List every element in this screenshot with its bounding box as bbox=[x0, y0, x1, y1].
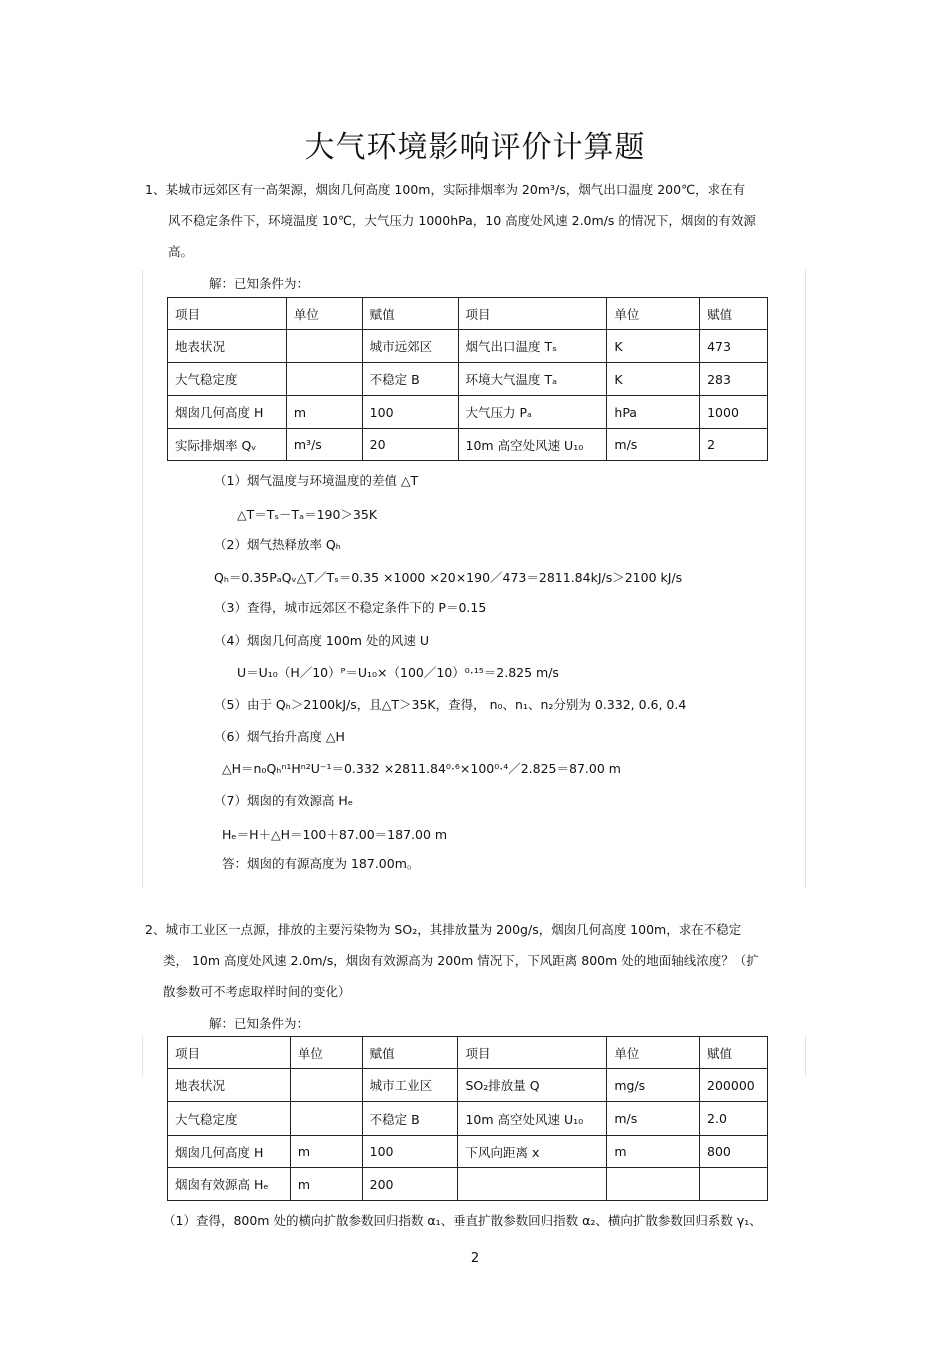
table-cell: 大气压力 Pₐ bbox=[458, 396, 607, 429]
table-cell: 城市远郊区 bbox=[362, 330, 458, 363]
table-row bbox=[168, 363, 768, 396]
table-cell: m bbox=[286, 396, 362, 429]
table-cell: 项目 bbox=[458, 298, 607, 330]
q1-step-2: （2）烟气热释放率 Qₕ bbox=[214, 537, 341, 552]
q2-step-1: （1）查得，800m 处的横向扩散参数回归指数 α₁、垂直扩散参数回归指数 α₂、横向扩散参数回归系数 γ₁、 bbox=[163, 1213, 762, 1228]
table-cell: 2 bbox=[700, 429, 768, 461]
table-row bbox=[168, 1069, 768, 1102]
table-cell: 赋值 bbox=[362, 1037, 458, 1069]
table-cell: 地表状况 bbox=[168, 330, 287, 363]
table-row bbox=[168, 330, 768, 363]
table-cell: K bbox=[607, 363, 700, 396]
table-cell: 20 bbox=[362, 429, 458, 461]
q1-formula-2: Qₕ＝0.35PₐQᵥ△T／Tₛ＝0.35 ×1000 ×20×190／473＝2811.84kJ/s＞2100 kJ/s bbox=[214, 570, 683, 585]
q1-step-4: （4）烟囱几何高度 100m 处的风速 U bbox=[214, 633, 430, 648]
table-cell: 大气稳定度 bbox=[168, 363, 287, 396]
table-cell: 200000 bbox=[700, 1069, 768, 1102]
table-cell: m/s bbox=[607, 429, 700, 461]
table-cell: 10m 高空处风速 U₁₀ bbox=[458, 1102, 607, 1136]
q2-line-1: 2、城市工业区一点源，排放的主要污染物为 SO₂，其排放量为 200g/s，烟囱几何高度 100m，求在不稳定 bbox=[145, 922, 742, 937]
table-cell: 项目 bbox=[168, 298, 287, 330]
q1-step-3: （3）查得，城市远郊区不稳定条件下的 P＝0.15 bbox=[214, 600, 487, 615]
table-cell: 单位 bbox=[290, 1037, 362, 1069]
table-cell: 赋值 bbox=[362, 298, 458, 330]
table-cell: 地表状况 bbox=[168, 1069, 291, 1102]
table-cell: hPa bbox=[607, 396, 700, 429]
q1-formula-4: U＝U₁₀（H／10）ᴾ＝U₁₀×（100／10）⁰·¹⁵＝2.825 m/s bbox=[237, 665, 559, 680]
table-cell: 实际排烟率 Qᵥ bbox=[168, 429, 287, 461]
table-cell: 100 bbox=[362, 396, 458, 429]
table-cell: 下风向距离 x bbox=[458, 1136, 607, 1168]
q1-answer: 答：烟囱的有源高度为 187.00m。 bbox=[222, 856, 420, 871]
table-cell: 项目 bbox=[168, 1037, 291, 1069]
q2-line-2: 类， 10m 高度处风速 2.0m/s，烟囱有效源高为 200m 情况下，下风距离 800m 处的地面轴线浓度？（扩 bbox=[163, 953, 759, 968]
page-number: 2 bbox=[470, 1251, 480, 1266]
table-cell: m bbox=[290, 1136, 362, 1168]
q1-formula-1: △T＝Tₛ－Tₐ＝190＞35K bbox=[237, 507, 378, 522]
table-cell: 不稳定 B bbox=[362, 1102, 458, 1136]
table-cell: 赋值 bbox=[700, 298, 768, 330]
table-cell: m bbox=[607, 1136, 700, 1168]
table-cell: 大气稳定度 bbox=[168, 1102, 291, 1136]
table-cell: m/s bbox=[607, 1102, 700, 1136]
table-cell: 1000 bbox=[700, 396, 768, 429]
table-cell: 200 bbox=[362, 1168, 458, 1201]
table-cell: 800 bbox=[700, 1136, 768, 1168]
table-cell: 283 bbox=[700, 363, 768, 396]
page-title: 大气环境影响评价计算题 bbox=[304, 130, 646, 165]
table-row bbox=[168, 429, 768, 461]
table-cell: 2.0 bbox=[700, 1102, 768, 1136]
q1-line-1: 1、某城市远郊区有一高架源，烟囱几何高度 100m，实际排烟率为 20m³/s，烟气出口温度 200℃，求在有 bbox=[145, 182, 746, 197]
table-cell: 单位 bbox=[607, 298, 700, 330]
q1-formula-6: △H＝n₀Qₕⁿ¹Hⁿ²U⁻¹＝0.332 ×2811.84⁰·⁶×100⁰·⁴／2.825＝87.00 m bbox=[222, 761, 621, 776]
q1-step-6: （6）烟气抬升高度 △H bbox=[214, 729, 345, 744]
table-cell: 烟囱几何高度 H bbox=[168, 1136, 291, 1168]
table-cell bbox=[290, 1069, 362, 1102]
table-cell bbox=[700, 1168, 768, 1201]
table-cell: 烟气出口温度 Tₛ bbox=[458, 330, 607, 363]
table-cell: mg/s bbox=[607, 1069, 700, 1102]
q2-conditions-table bbox=[167, 1036, 768, 1201]
table-cell: K bbox=[607, 330, 700, 363]
q1-line-3: 高。 bbox=[168, 244, 194, 259]
table-header-row bbox=[168, 1037, 768, 1069]
table-cell: 473 bbox=[700, 330, 768, 363]
table-cell: 烟囱有效源高 Hₑ bbox=[168, 1168, 291, 1201]
table-cell: 不稳定 B bbox=[362, 363, 458, 396]
table-row bbox=[168, 396, 768, 429]
table-cell bbox=[607, 1168, 700, 1201]
table-cell: m³/s bbox=[286, 429, 362, 461]
table-cell: 100 bbox=[362, 1136, 458, 1168]
q2-line-3: 散参数可不考虑取样时间的变化） bbox=[163, 984, 351, 999]
table-cell: 烟囱几何高度 H bbox=[168, 396, 287, 429]
q1-conditions-table bbox=[167, 297, 768, 461]
table-row bbox=[168, 1168, 768, 1201]
table-cell: 城市工业区 bbox=[362, 1069, 458, 1102]
table-cell bbox=[286, 363, 362, 396]
table-cell bbox=[458, 1168, 607, 1201]
table-cell bbox=[286, 330, 362, 363]
q1-line-2: 风不稳定条件下，环境温度 10℃，大气压力 1000hPa，10 高度处风速 2.0m/s 的情况下，烟囱的有效源 bbox=[168, 213, 756, 228]
q2-known-label: 解：已知条件为： bbox=[209, 1016, 310, 1031]
q1-step-5: （5）由于 Qₕ＞2100kJ/s，且△T＞35K，查得， n₀、n₁、n₂分别为 0.332, 0.6, 0.4 bbox=[214, 697, 687, 712]
table-cell: 环境大气温度 Tₐ bbox=[458, 363, 607, 396]
table-cell: 单位 bbox=[607, 1037, 700, 1069]
table-cell: 赋值 bbox=[700, 1037, 768, 1069]
table-row bbox=[168, 1102, 768, 1136]
q1-formula-7: Hₑ＝H＋△H＝100＋87.00＝187.00 m bbox=[222, 827, 448, 842]
table-cell bbox=[290, 1102, 362, 1136]
table-row bbox=[168, 1136, 768, 1168]
q1-step-1: （1）烟气温度与环境温度的差值 △T bbox=[214, 473, 419, 488]
table-cell: 项目 bbox=[458, 1037, 607, 1069]
table-cell: 10m 高空处风速 U₁₀ bbox=[458, 429, 607, 461]
table-header-row bbox=[168, 298, 768, 330]
table-cell: 单位 bbox=[286, 298, 362, 330]
table-cell: SO₂排放量 Q bbox=[458, 1069, 607, 1102]
q1-known-label: 解：已知条件为： bbox=[209, 276, 310, 291]
q1-step-7: （7）烟囱的有效源高 Hₑ bbox=[214, 793, 354, 808]
table-cell: m bbox=[290, 1168, 362, 1201]
